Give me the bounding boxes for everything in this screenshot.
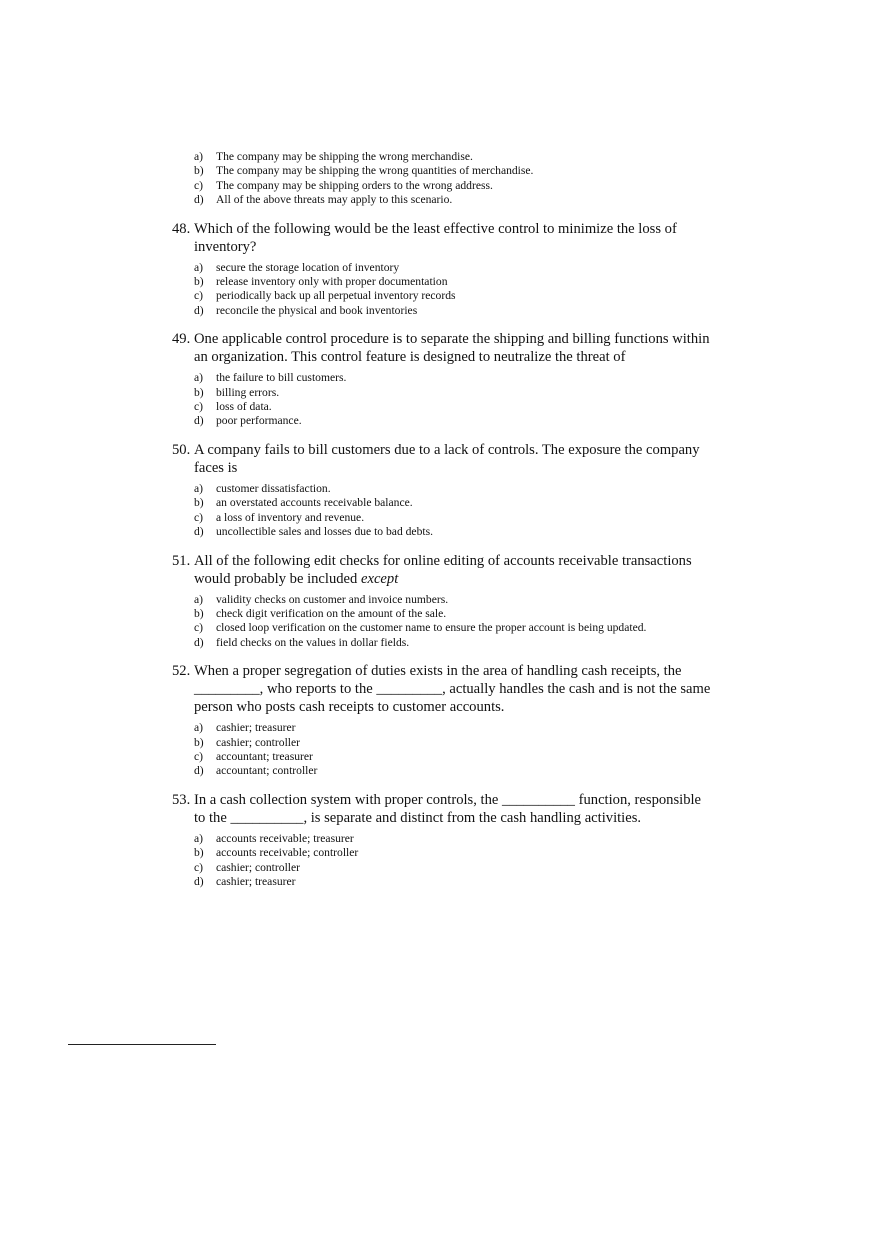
option-item xyxy=(194,750,732,764)
question-content xyxy=(172,150,732,889)
option-item xyxy=(194,721,732,735)
option-text: All of the above threats may apply to this scenario. xyxy=(216,193,453,207)
option-item xyxy=(194,607,732,621)
question-52-options xyxy=(172,721,732,779)
question-stem: Which of the following would be the least effective control to minimize the loss of inventory? xyxy=(194,220,677,255)
question-48 xyxy=(172,220,732,256)
option-text: an overstated accounts receivable balance. xyxy=(216,496,413,510)
option-text: secure the storage location of inventory xyxy=(216,260,400,274)
question-number: 50. xyxy=(172,441,191,458)
option-item xyxy=(194,261,732,275)
option-letter: a) xyxy=(194,260,204,274)
option-text: reconcile the physical and book inventories xyxy=(216,303,418,317)
option-item xyxy=(194,593,732,607)
option-text: check digit verification on the amount of the sale. xyxy=(216,606,447,620)
option-letter: b) xyxy=(194,275,204,289)
option-letter: b) xyxy=(194,385,204,399)
option-text: accountant; controller xyxy=(216,764,318,778)
option-letter: c) xyxy=(194,860,204,874)
option-item xyxy=(194,525,732,539)
option-item xyxy=(194,400,732,414)
question-49 xyxy=(172,330,732,366)
option-text: The company may be shipping orders to the wrong address. xyxy=(216,178,493,192)
option-item xyxy=(194,164,732,178)
option-letter: a) xyxy=(194,481,204,495)
option-text: closed loop verification on the customer name to ensure the proper account is being updated. xyxy=(216,621,647,635)
option-text: The company may be shipping the wrong quantities of merchandise. xyxy=(216,164,534,178)
question-number: 51. xyxy=(172,552,191,569)
option-letter: d) xyxy=(194,764,204,778)
option-text: field checks on the values in dollar fields. xyxy=(216,635,410,649)
option-item xyxy=(194,150,732,164)
question-number: 48. xyxy=(172,220,191,237)
footnote-separator xyxy=(68,1044,216,1045)
carryover-options xyxy=(172,150,732,208)
question-48-options xyxy=(172,261,732,319)
option-text: a loss of inventory and revenue. xyxy=(216,510,365,524)
option-letter: d) xyxy=(194,303,204,317)
question-number: 53. xyxy=(172,791,191,808)
option-item xyxy=(194,511,732,525)
option-item xyxy=(194,179,732,193)
question-53-options xyxy=(172,832,732,890)
option-letter: d) xyxy=(194,525,204,539)
option-text: loss of data. xyxy=(216,400,272,414)
option-text: accountant; treasurer xyxy=(216,749,313,763)
option-letter: d) xyxy=(194,874,204,888)
option-letter: b) xyxy=(194,846,204,860)
option-text: cashier; treasurer xyxy=(216,874,296,888)
option-text: the failure to bill customers. xyxy=(216,371,347,385)
option-letter: d) xyxy=(194,635,204,649)
question-50-options xyxy=(172,482,732,540)
option-letter: d) xyxy=(194,193,204,207)
option-text: cashier; treasurer xyxy=(216,721,296,735)
option-item xyxy=(194,764,732,778)
question-51 xyxy=(172,552,732,588)
option-text: accounts receivable; treasurer xyxy=(216,831,354,845)
option-item xyxy=(194,846,732,860)
question-number: 49. xyxy=(172,331,191,348)
option-item xyxy=(194,414,732,428)
option-text: release inventory only with proper documentation xyxy=(216,275,448,289)
option-text: customer dissatisfaction. xyxy=(216,481,331,495)
option-text: billing errors. xyxy=(216,385,280,399)
option-text: periodically back up all perpetual inventory records xyxy=(216,289,456,303)
option-item xyxy=(194,275,732,289)
option-letter: b) xyxy=(194,496,204,510)
option-text: cashier; controller xyxy=(216,735,301,749)
option-letter: a) xyxy=(194,831,204,845)
question-53 xyxy=(172,791,732,827)
question-50 xyxy=(172,441,732,477)
option-text: accounts receivable; controller xyxy=(216,846,359,860)
question-stem: In a cash collection system with proper controls, the __________ function, responsible to the __________, is separate and distinct from the cash handling activities. xyxy=(194,791,702,826)
option-item xyxy=(194,371,732,385)
option-item xyxy=(194,482,732,496)
option-letter: c) xyxy=(194,749,204,763)
option-letter: c) xyxy=(194,178,204,192)
question-stem: When a proper segregation of duties exists in the area of handling cash receipts, the _________, who reports to the _________, actually handles the cash and is not the same person who posts cash receipts to customer accounts. xyxy=(194,663,711,716)
option-letter: b) xyxy=(194,164,204,178)
option-item xyxy=(194,289,732,303)
option-letter: c) xyxy=(194,400,204,414)
option-letter: a) xyxy=(194,371,204,385)
option-letter: b) xyxy=(194,735,204,749)
option-item xyxy=(194,386,732,400)
option-letter: a) xyxy=(194,150,204,163)
option-letter: c) xyxy=(194,510,204,524)
question-number: 52. xyxy=(172,663,191,680)
option-letter: d) xyxy=(194,414,204,428)
option-letter: c) xyxy=(194,621,204,635)
option-item xyxy=(194,861,732,875)
option-text: validity checks on customer and invoice numbers. xyxy=(216,592,449,606)
option-item xyxy=(194,736,732,750)
option-text: uncollectible sales and losses due to bad debts. xyxy=(216,525,434,539)
option-item xyxy=(194,875,732,889)
option-text: poor performance. xyxy=(216,414,302,428)
option-item xyxy=(194,496,732,510)
question-stem-wrapper xyxy=(194,552,714,588)
option-item xyxy=(194,304,732,318)
option-text: The company may be shipping the wrong merchandise. xyxy=(216,150,473,163)
option-item xyxy=(194,832,732,846)
option-letter: a) xyxy=(194,721,204,735)
question-stem: A company fails to bill customers due to a lack of controls. The exposure the company faces is xyxy=(194,441,700,476)
option-letter: c) xyxy=(194,289,204,303)
option-item xyxy=(194,636,732,650)
option-item xyxy=(194,193,732,207)
option-letter: b) xyxy=(194,606,204,620)
question-stem: All of the following edit checks for online editing of accounts receivable transactions would probably be included xyxy=(194,552,692,587)
stem-emphasis: except xyxy=(361,570,399,587)
question-49-options xyxy=(172,371,732,429)
option-item xyxy=(194,621,732,635)
option-text: cashier; controller xyxy=(216,860,301,874)
question-52 xyxy=(172,662,732,716)
option-letter: a) xyxy=(194,592,204,606)
question-stem: One applicable control procedure is to separate the shipping and billing functions within an organization. This control feature is designed to neutralize the threat of xyxy=(194,331,710,366)
question-51-options xyxy=(172,593,732,651)
